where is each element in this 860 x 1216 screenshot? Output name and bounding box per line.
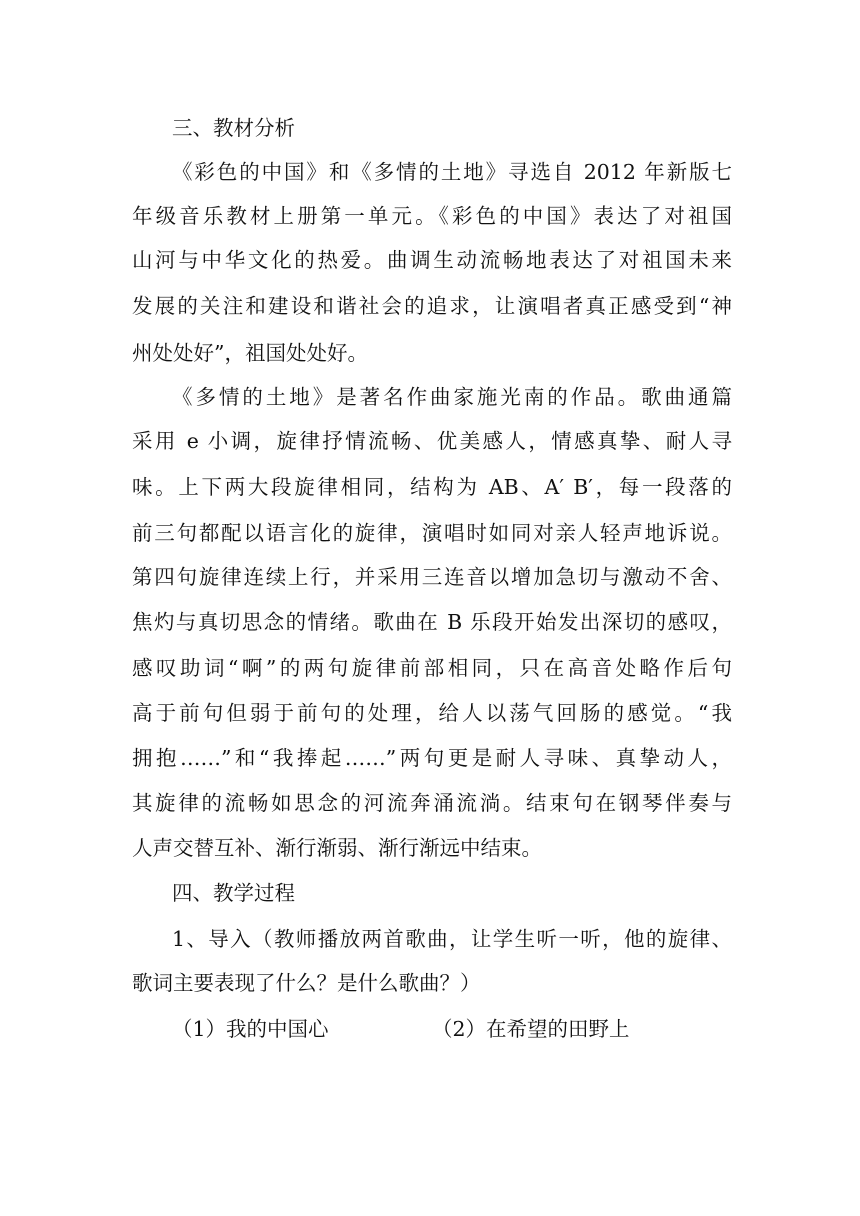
paragraph-line: 拥抱……”和“我捧起……”两句更是耐人寻味、真挚动人， [132,746,732,770]
paragraph-line: 山河与中华文化的热爱。曲调生动流畅地表达了对祖国未来 [132,248,732,272]
paragraph-line: 1、导入（教师播放两首歌曲，让学生听一听，他的旋律、 [172,927,732,951]
paragraph-line: 年级音乐教材上册第一单元。《彩色的中国》表达了对祖国 [132,204,732,228]
paragraph-line: 歌词主要表现了什么？是什么歌曲？） [132,971,481,995]
section-heading-4: 四、教学过程 [172,881,295,905]
song-item: （1）我的中国心 [172,1017,329,1041]
paragraph-line: 采用 e 小调，旋律抒情流畅、优美感人，情感真挚、耐人寻 [132,429,732,453]
paragraph-line: 人声交替互补、渐行渐弱、渐行渐远中结束。 [132,836,542,860]
paragraph-line: 第四句旋律连续上行，并采用三连音以增加急切与激动不舍、 [132,565,732,589]
paragraph-line: 州处处好”，祖国处处好。 [132,341,368,365]
paragraph-line: 《彩色的中国》和《多情的土地》寻选自 2012 年新版七 [172,160,732,184]
paragraph-line: 其旋律的流畅如思念的河流奔涌流淌。结束句在钢琴伴奏与 [132,791,732,815]
paragraph-line: 味。上下两大段旋律相同，结构为 AB、A′ B′，每一段落的 [132,475,732,499]
paragraph-line: 发展的关注和建设和谐社会的追求，让演唱者真正感受到“神 [132,294,732,318]
paragraph-line: 焦灼与真切思念的情绪。歌曲在 B 乐段开始发出深切的感叹， [132,610,732,634]
section-heading-3: 三、教材分析 [172,116,295,140]
paragraph-line: 前三句都配以语言化的旋律，演唱时如同对亲人轻声地诉说。 [132,521,732,545]
paragraph-line: 《多情的土地》是著名作曲家施光南的作品。歌曲通篇 [172,385,732,409]
song-item: （2）在希望的田野上 [432,1017,630,1041]
paragraph-line: 高于前句但弱于前句的处理，给人以荡气回肠的感觉。“我 [132,701,732,725]
paragraph-line: 感叹助词“啊”的两句旋律前部相同，只在高音处略作后句 [132,656,732,680]
